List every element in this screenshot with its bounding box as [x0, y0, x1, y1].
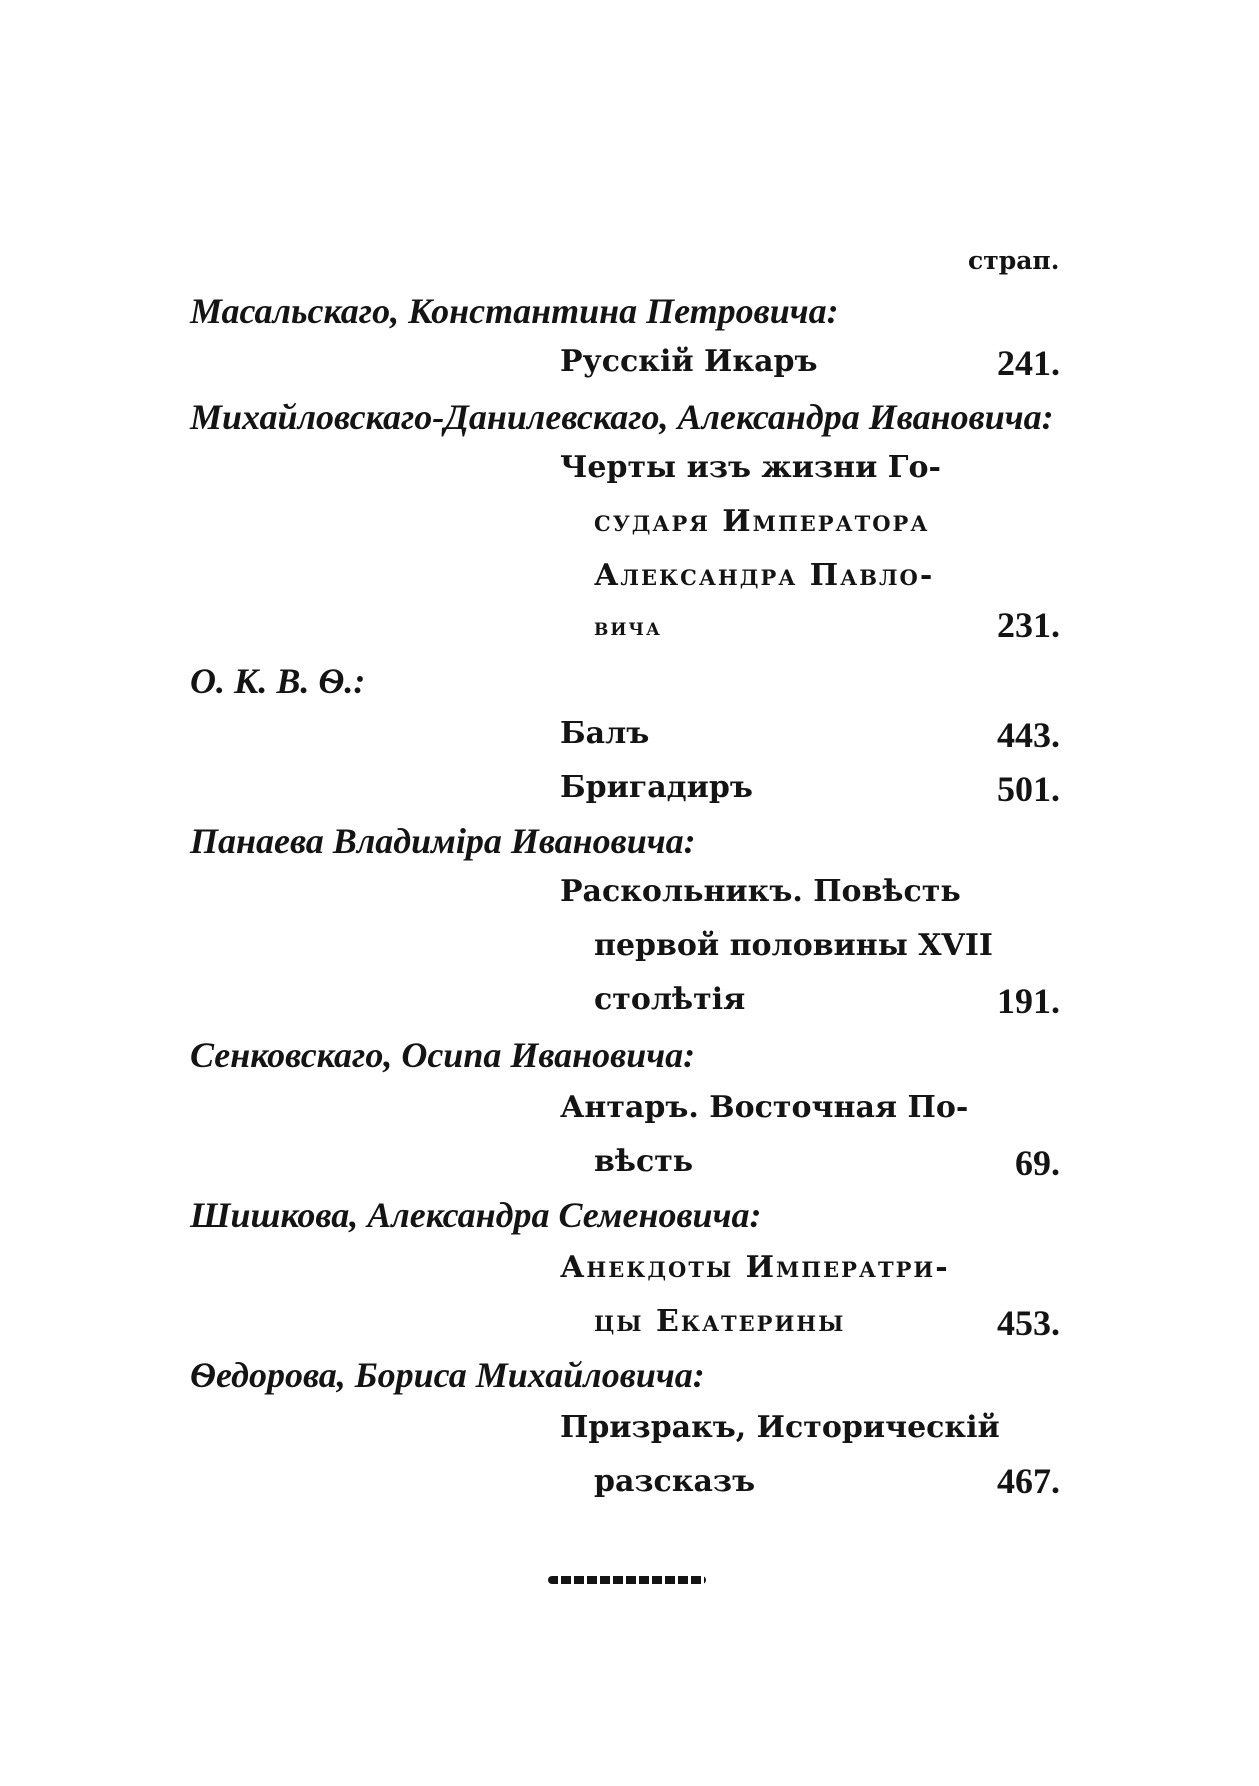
- work-title-line: столѣтія: [594, 982, 746, 1017]
- work-title-line: вѣсть: [594, 1144, 694, 1179]
- work-title-line: вича: [594, 612, 662, 641]
- work-title-line: Черты изъ жизни Го-: [560, 450, 941, 485]
- work-title-line: Русскій Икаръ: [560, 344, 818, 379]
- work-title-line: Антаръ. Восточная По-: [560, 1090, 969, 1125]
- work-title-line: Раскольникъ. Повѣсть: [560, 874, 961, 909]
- work-title-line: Анекдоты Императри-: [560, 1250, 950, 1285]
- author-heading: Сенковскаго, Осипа Ивановича:: [190, 1035, 696, 1075]
- page-number: 467.: [997, 1461, 1060, 1501]
- page-number: 241.: [997, 343, 1060, 383]
- page-column-header: страп.: [968, 246, 1060, 275]
- work-title-line: Александра Павло-: [594, 558, 935, 593]
- page-number: 501.: [997, 769, 1060, 809]
- page-number: 231.: [997, 605, 1060, 645]
- work-title-line: разсказъ: [594, 1464, 756, 1499]
- work-title-line: первой половины XVII: [594, 928, 993, 963]
- work-title-line: цы Екатерины: [594, 1304, 846, 1339]
- page-number: 443.: [997, 715, 1060, 755]
- closing-ornament-rule: [548, 1576, 706, 1584]
- page-number: 453.: [997, 1303, 1060, 1343]
- work-title-line: Бригадиръ: [560, 770, 753, 805]
- page-number: 191.: [997, 981, 1060, 1021]
- author-heading: О. К. В. Ѳ.:: [190, 661, 366, 701]
- page-number: 69.: [1015, 1143, 1060, 1183]
- work-title-line: Балъ: [560, 716, 650, 751]
- author-heading: Панаева Владиміра Ивановича:: [190, 821, 696, 861]
- work-title-line: сударя Императора: [594, 504, 930, 539]
- author-heading: Масальскаго, Константина Петровича:: [190, 291, 839, 331]
- author-heading: Ѳедорова, Бориса Михайловича:: [190, 1355, 705, 1395]
- work-title-line: Призракъ, Историческій: [560, 1410, 1000, 1445]
- author-heading: Михайловскаго-Данилевскаго, Александра Ивановича:: [190, 397, 1054, 437]
- author-heading: Шишкова, Александра Семеновича:: [190, 1195, 762, 1235]
